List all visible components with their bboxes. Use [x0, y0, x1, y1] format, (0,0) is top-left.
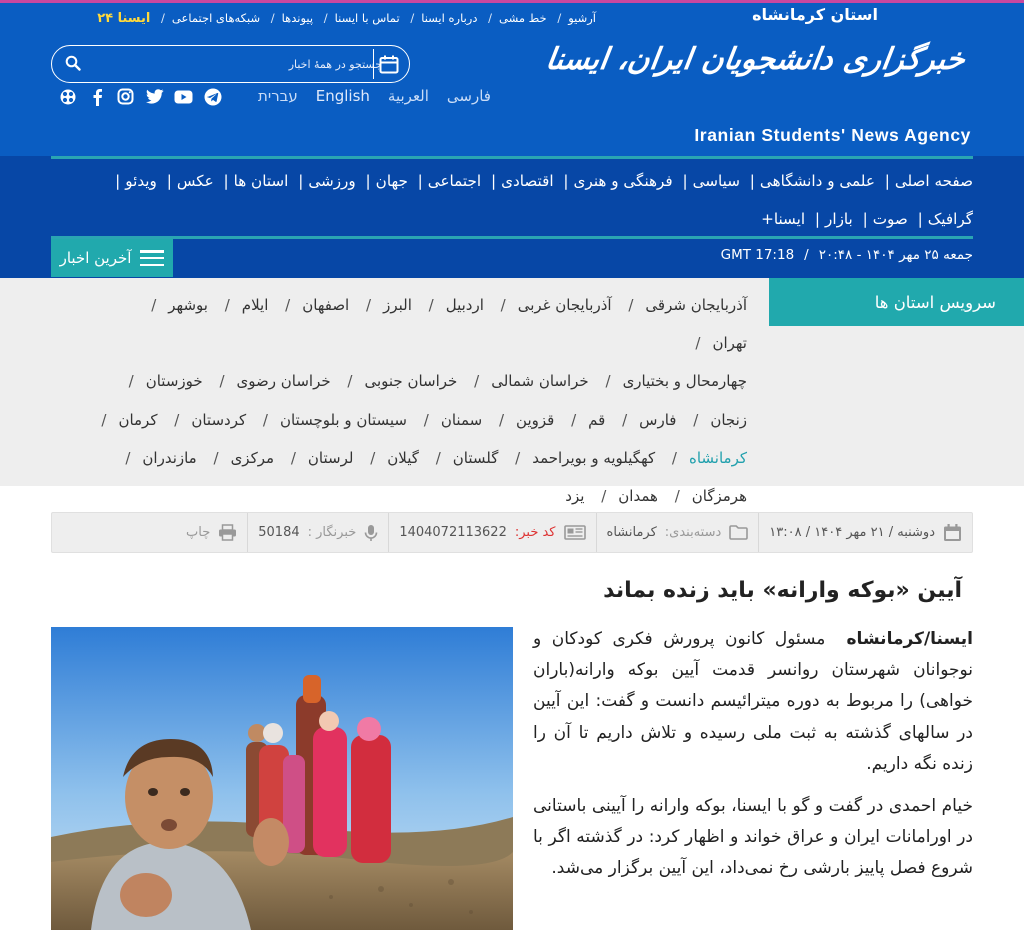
date-line: جمعه ۲۵ مهر ۱۴۰۴ - ۲۰:۴۸/GMT 17:18 — [720, 247, 973, 263]
search-input[interactable] — [92, 54, 382, 74]
province-link[interactable]: مرکزی — [230, 448, 275, 467]
province-link[interactable]: اصفهان — [302, 296, 350, 314]
print-button[interactable] — [176, 513, 247, 552]
province-link[interactable]: تهران — [712, 334, 747, 353]
main-nav: صفحه اصلی| علمی و دانشگاهی| سیاسی| فرهنگی و هنری| اقتصادی| اجتماعی| جهان| ورزشی| استان ها| عکس| ویدئو| گرافیک| صوت| بازار| ایسنا+ — [115, 172, 973, 228]
category-value[interactable]: کرمانشاه — [606, 525, 657, 540]
province-link[interactable]: کهگیلویه و بویراحمد — [532, 448, 656, 467]
nav-item-sports[interactable]: ورزشی — [308, 172, 356, 190]
article-p2: خیام احمدی در گفت و گو با ایسنا، بوکه وارانه را آیینی باستانی در اورامانات ایران و عراق خواند و اظهار کرد: در گذشته اگر با شروع فصل پاییز بارشی رخ نمی‌داد، این آیین برگزار می‌شد. — [533, 796, 973, 879]
news-meta-bar — [51, 512, 973, 553]
print-label: چاپ — [186, 525, 211, 540]
news-code-label: کد خبر: — [514, 525, 556, 540]
province-title: استان کرمانشاه — [752, 5, 878, 24]
top-link-about[interactable]: درباره ایسنا — [421, 11, 478, 25]
nav-item-video[interactable]: ویدئو — [125, 172, 157, 190]
nav-item-graphic[interactable]: گرافیک — [927, 210, 973, 228]
reporter-label: خبرنگار : — [307, 525, 357, 540]
province-link[interactable]: آذربایجان شرقی — [645, 296, 747, 314]
calendar-icon — [943, 524, 962, 542]
province-link[interactable]: ایلام — [241, 296, 269, 314]
province-link[interactable]: زنجان — [710, 410, 747, 429]
province-link[interactable]: گیلان — [387, 448, 419, 467]
folder-icon — [729, 525, 748, 540]
nav-item-economy[interactable]: اقتصادی — [501, 172, 554, 190]
article-paragraph — [533, 791, 973, 885]
search-icon[interactable] — [65, 55, 81, 71]
province-row: چهارمحال و بختیاری/ خراسان شمالی/ خراسان جنوبی/ خراسان رضوی/ خوزستان/ — [128, 372, 747, 391]
telegram-icon[interactable] — [202, 86, 223, 107]
nav-item-isna-plus[interactable]: ایسنا+ — [761, 210, 806, 228]
social-icons — [57, 86, 223, 107]
latest-news-label: آخرین اخبار — [59, 249, 132, 267]
nav-item-market[interactable]: بازار — [825, 210, 853, 228]
article-headline: آیین «بوکه وارانه» باید زنده بماند — [603, 578, 962, 603]
province-row: زنجان/ فارس/ قم/ قزوین/ سمنان/ سیستان و بلوچستان/ کردستان/ کرمان/ — [101, 410, 747, 429]
article-paragraph — [533, 624, 973, 780]
language-switcher — [258, 87, 491, 105]
meta-date — [758, 513, 972, 552]
nav-item-social[interactable]: اجتماعی — [427, 172, 482, 190]
current-date: جمعه ۲۵ مهر ۱۴۰۴ - ۲۰:۴۸ — [818, 247, 973, 263]
facebook-icon[interactable] — [86, 86, 107, 107]
province-link-active[interactable]: کرمانشاه — [688, 448, 747, 467]
article-photo[interactable] — [51, 627, 513, 930]
province-link[interactable]: بوشهر — [168, 296, 208, 314]
gmt-time: GMT 17:18 — [720, 247, 795, 263]
top-link-links[interactable]: پیوندها — [281, 11, 314, 25]
top-link-social[interactable]: شبکه‌های اجتماعی — [171, 11, 261, 25]
province-link[interactable]: کرمان — [118, 410, 158, 429]
twitter-icon[interactable] — [144, 86, 165, 107]
lang-hebrew[interactable]: עברית — [258, 87, 298, 105]
article-body — [533, 624, 973, 896]
province-link[interactable]: خوزستان — [145, 372, 203, 391]
province-link[interactable]: مازندران — [142, 448, 197, 467]
province-link[interactable]: فارس — [639, 410, 677, 429]
province-link[interactable]: گلستان — [452, 448, 499, 467]
calendar-icon[interactable] — [373, 49, 403, 79]
province-link[interactable]: خراسان شمالی — [491, 372, 589, 391]
province-service — [0, 278, 1024, 506]
province-link[interactable]: خراسان جنوبی — [364, 372, 458, 391]
province-link[interactable]: همدان — [618, 487, 658, 506]
province-link[interactable]: قم — [588, 410, 606, 429]
news-code: 1404072113622 — [399, 525, 507, 540]
nav-item-home[interactable]: صفحه اصلی — [894, 172, 973, 190]
isna-logo[interactable] — [543, 42, 971, 152]
logo-english: Iranian Students' News Agency — [694, 125, 971, 145]
province-link[interactable]: سمنان — [440, 410, 483, 429]
province-link[interactable]: چهارمحال و بختیاری — [622, 372, 747, 391]
nav-item-audio[interactable]: صوت — [872, 210, 908, 228]
province-link[interactable]: لرستان — [307, 448, 354, 467]
province-link[interactable]: یزد — [565, 487, 585, 506]
newspaper-icon — [564, 525, 586, 540]
category-label: دسته‌بندی: — [664, 525, 722, 540]
top-link-contact[interactable]: تماس با ایسنا — [334, 11, 400, 25]
lang-persian[interactable]: فارسی — [446, 87, 491, 105]
province-link[interactable]: کردستان — [191, 410, 247, 429]
top-accent-line — [0, 0, 1024, 3]
publish-date: دوشنبه / ۲۱ مهر ۱۴۰۴ / ۱۳:۰۸ — [769, 525, 935, 540]
nav-divider-bottom — [51, 236, 973, 239]
logo-persian: خبرگزاری دانشجویان ایران، ایسنا — [543, 42, 968, 77]
site-header — [0, 0, 1024, 278]
province-row: آذربایجان شرقی/ آذربایجان غربی/ اردبیل/ البرز/ اصفهان/ ایلام/ بوشهر/ تهران/ — [151, 296, 747, 353]
meta-reporter — [247, 513, 388, 552]
province-link[interactable]: اردبیل — [445, 296, 484, 314]
article-p1: مسئول کانون پرورش فکری کودکان و نوجوانان شهرستان روانسر قدمت آیین بوکه وارانه(باران خواهی) را مربوط به دوره میترائیسم دانست و گفت: این آیین در سالهای گذشته به ثبت ملی رسیده و تلاش داریم تا آن را زنده نگه داریم. — [533, 629, 973, 774]
top-link-archive[interactable]: آرشیو — [568, 11, 596, 25]
province-row: هرمزگان/ همدان/ یزد — [565, 487, 747, 506]
nav-divider-top — [51, 156, 973, 159]
search-box — [51, 45, 410, 83]
article-lead: ایسنا/کرمانشاه — [846, 629, 973, 649]
province-link[interactable]: آذربایجان غربی — [517, 296, 612, 314]
province-link[interactable]: قزوین — [516, 410, 555, 429]
printer-icon — [218, 524, 237, 541]
province-service-title: سرویس استان ها — [769, 278, 1024, 326]
lang-english[interactable]: English — [315, 87, 370, 105]
microphone-icon — [364, 524, 378, 542]
province-link[interactable]: هرمزگان — [691, 487, 747, 506]
province-link[interactable]: البرز — [383, 296, 412, 314]
nav-item-provinces[interactable]: استان ها — [233, 172, 289, 190]
top-link-policy[interactable]: خط مشی — [498, 11, 547, 25]
youtube-icon[interactable] — [173, 86, 194, 107]
nav-item-science[interactable]: علمی و دانشگاهی — [759, 172, 875, 190]
top-links: آرشیو/ خط مشی/ درباره ایسنا/ تماس با ایسنا/ پیوندها/ شبکه‌های اجتماعی/ ایسنا ۲۴ — [97, 11, 596, 26]
meta-category — [596, 513, 759, 552]
instagram-icon[interactable] — [115, 86, 136, 107]
nav-item-photo[interactable]: عکس — [176, 172, 214, 190]
nav-item-culture[interactable]: فرهنگی و هنری — [573, 172, 673, 190]
province-list — [87, 286, 747, 515]
province-row: کرمانشاه/ کهگیلویه و بویراحمد/ گلستان/ گیلان/ لرستان/ مرکزی/ مازندران/ — [125, 448, 747, 467]
nav-item-politics[interactable]: سیاسی — [692, 172, 740, 190]
province-link[interactable]: خراسان رضوی — [236, 372, 331, 391]
reporter-id: 50184 — [258, 525, 300, 540]
lang-arabic[interactable]: العربية — [387, 87, 429, 105]
isna24-link[interactable]: ایسنا ۲۴ — [97, 11, 151, 26]
province-link[interactable]: سیستان و بلوچستان — [279, 410, 407, 429]
nav-item-world[interactable]: جهان — [375, 172, 408, 190]
menu-icon — [140, 250, 164, 266]
latest-news-button[interactable] — [51, 239, 173, 277]
aparat-icon[interactable] — [57, 86, 78, 107]
meta-news-code — [388, 513, 595, 552]
